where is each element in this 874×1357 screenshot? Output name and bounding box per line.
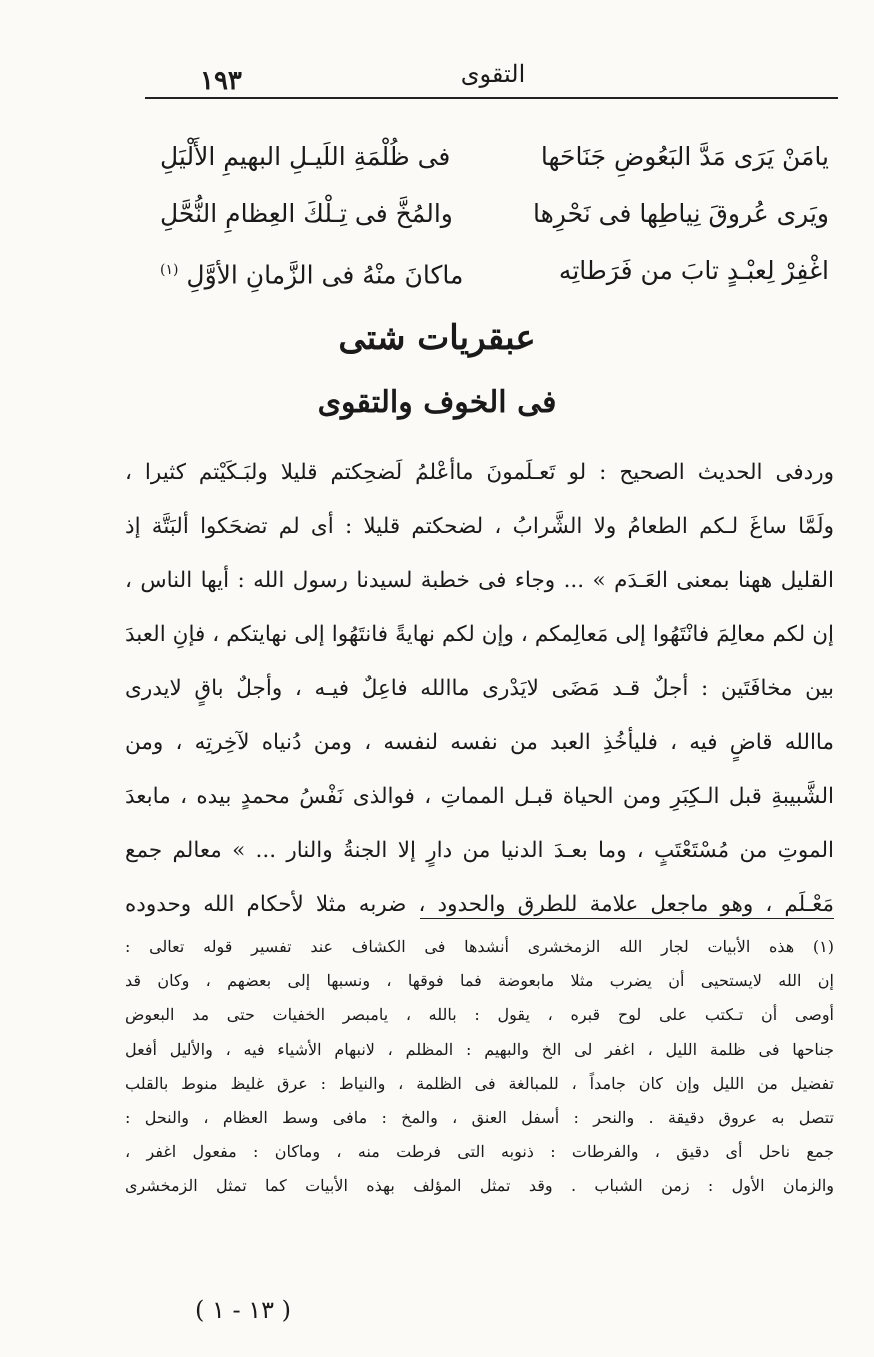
verse [160,185,829,242]
header-rule [145,97,838,99]
body-line: ولَمَّا ساغَ لـكم الطعامُ ولا الشَّرابُ ، لضحكتم قليلا : أى لم تضحَكوا ألبَتَّة إذ [125,514,834,539]
verse [160,128,829,185]
running-title: التقوى [460,60,526,88]
verse-first-half: اغْفِرْ لِعبْـدٍ تابَ من فَرَطاتِه [558,256,829,285]
poem [160,128,829,299]
footnote-reference: (١) [160,262,179,278]
body-line: الموتِ من مُسْتَعْتَبٍ ، وما بعـدَ الدنيا من دارٍ إلا الجنةُ والنار ... » معالم جمع [125,838,834,863]
body-line: بين مخافَتَين : أجلٌ قـد مَضَى لايَدْرى ماالله فاعِلٌ فيـه ، وأجلٌ باقٍ لايدرى [125,676,834,701]
body-line: مَعْـلَم ، وهو ماجعل علامة للطرق والحدود ، ضربه مثلا لأحكام الله وحدوده [125,892,834,917]
footnote-line: (١) هذه الأبيات لجار الله الزمخشرى أنشدها فى الكشاف عند تفسير قوله تعالى : [125,937,834,956]
footnotes [125,930,834,1204]
body-line: ماالله قاضٍ فيه ، فليأخُذِ العبد من نفسه لنفسه ، ومن دُنياه لآخِرتِه ، ومن [125,730,834,755]
section-title: عبقريات شتى [338,318,536,358]
body-line: إن لكم معالِمَ فانْتَهُوا إلى مَعالِمكم ، وإن لكم نهايةً فانتَهُوا إلى نهايتكم ، فإنِ العبدَ [125,622,834,647]
verse-second-half: فى ظُلْمَةِ اللَيـلِ البهيمِ الأَلْيَلِ [160,142,451,171]
page-header [150,56,836,98]
footnote-line: تفضيل من الليل وإن كان جامداً ، للمبالغة فى الظلمة ، والنياط : عرق غليظ منوط بالقلب [125,1073,834,1093]
footnote-line: إن الله لايستحيى أن يضرب مثلا مابعوضة فما فوقها ، ونسبها إلى بعضهم ، وكان قد [125,971,834,991]
verse-second-half-text: ماكانَ منْهُ فى الزَّمانِ الأوَّلِ [186,260,464,290]
verse-first-half: يامَنْ يَرَى مَدَّ البَعُوضِ جَنَاحَها [540,142,829,171]
printer-signature: ( ١٣ - ١ ) [195,1296,292,1324]
body-line: وردفى الحديث الصحيح : لو تَعـلَمونَ ماأعْلمُ لَضحِكتم قليلا ولبَـكَيْتم كثيرا ، [125,460,834,485]
footnote-line: جمع ناحل أى دقيق ، والفرطات : ذنوبه التى فرطت منه ، وماكان : مفعول اغفر ، [125,1142,834,1162]
body-line: الشَّبيبةِ قبل الـكِبَرِ ومن الحياة قبـل المماتِ ، فوالذى نَفْسُ محمدٍ بيده ، مابعدَ [125,784,834,809]
verse-second-half: والمُخَّ فى تِـلْكَ العِظامِ النُّحَّلِ [160,199,453,228]
footnote-rule [420,918,834,919]
verse-second-half [160,242,481,299]
footnote-line: جناحها فى ظلمة الليل ، اغفر لى الخ والبهيم : المظلم ، لانبهام الأشياء فيه ، والأليل أفعل [125,1039,834,1059]
body-line: القليل ههنا بمعنى العَـدَم » ... وجاء فى خطبة لسيدنا رسول الله : أيها الناس ، [125,568,834,593]
footnote-line: أوصى أن تـكتب على لوح قبره ، يقول : بالله ، يامبصر الخفيات حتى مد البعوض [125,1005,834,1025]
section-subtitle: فى الخوف والتقوى [317,385,557,420]
footnote-line: تتصل به عروق دقيقة . والنحر : أسفل العنق ، والمخ : مافى وسط العظام ، والنحل : [125,1107,834,1127]
verse-first-half: ويَرى عُروقَ نِياطِها فى نَحْرِها [533,199,829,228]
page-number: ١٩٣ [200,66,242,96]
body-text [125,446,834,932]
footnote-line: والزمان الأول : زمن الشباب . وقد تمثل المؤلف بهذه الأبيات كما تمثل الزمخشرى [125,1176,834,1196]
verse [160,242,829,299]
